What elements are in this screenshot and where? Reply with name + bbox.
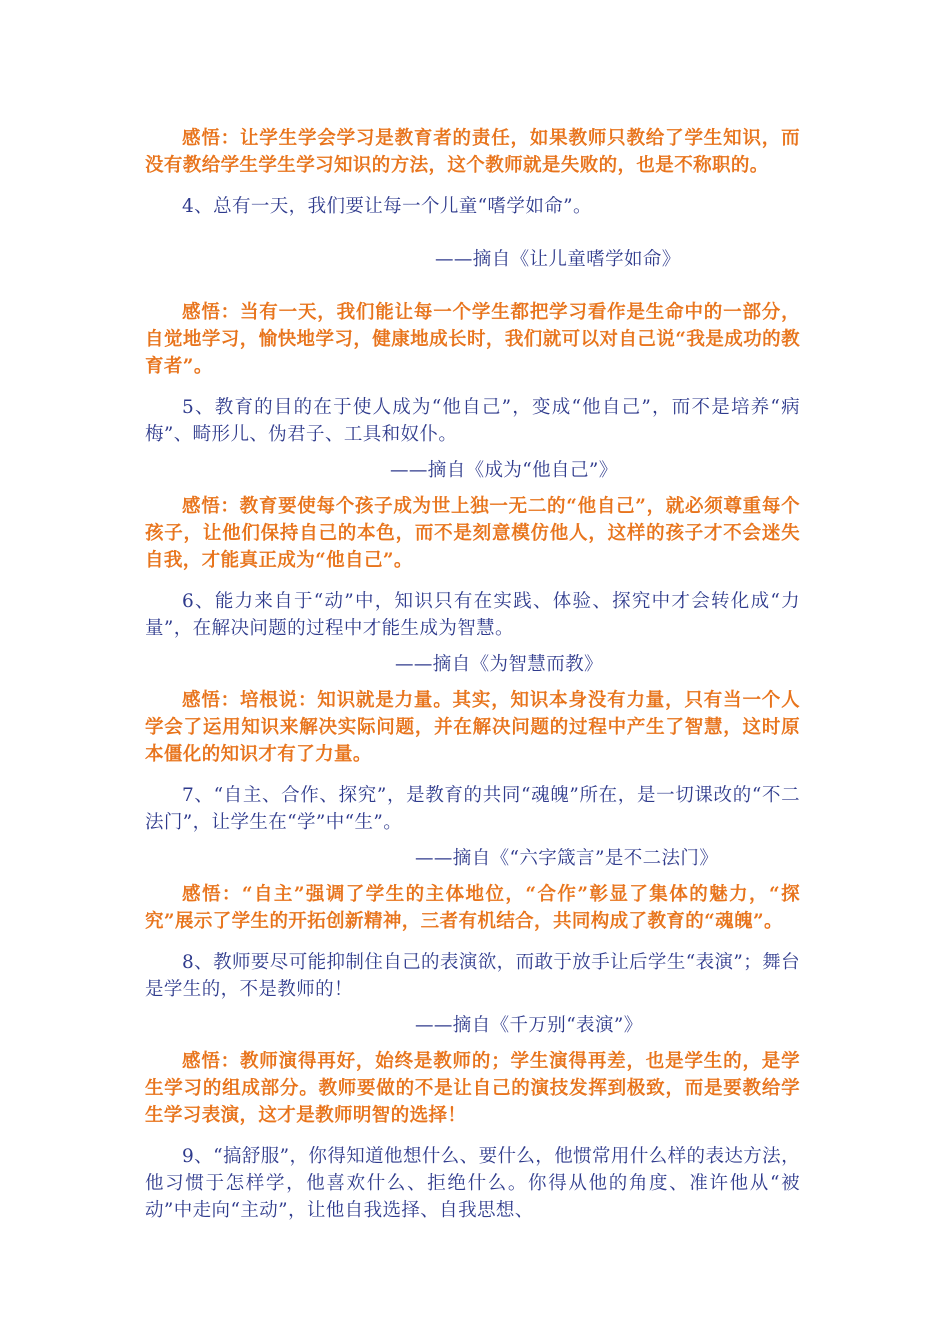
quote-paragraph: 4、总有一天，我们要让每一个儿童“嗜学如命”。 [182,196,592,217]
source-citation: ——摘自《成为“他自己”》 [390,460,618,481]
document-page [145,125,800,1224]
source-citation: ——摘自《为智慧而教》 [395,654,603,675]
reflection-paragraph: 感悟：当有一天，我们能让每一个学生都把学习看作是生命中的一部分，自觉地学习，愉快地学习，健康地成长时，我们就可以对自己说“我是成功的教育者”。 [145,302,800,377]
reflection-paragraph: 感悟：培根说：知识就是力量。其实，知识本身没有力量，只有当一个人学会了运用知识来解决实际问题，并在解决问题的过程中产生了智慧，这时原本僵化的知识才有了力量。 [145,690,800,765]
reflection-paragraph: 感悟：“自主”强调了学生的主体地位，“合作”彰显了集体的魅力，“探究”展示了学生的开拓创新精神，三者有机结合，共同构成了教育的“魂魄”。 [145,884,800,932]
reflection-paragraph: 感悟：让学生学会学习是教育者的责任，如果教师只教给了学生知识，而没有教给学生学生学习知识的方法，这个教师就是失败的，也是不称职的。 [145,128,800,176]
quote-paragraph: 9、“搞舒服”，你得知道他想什么、要什么，他惯常用什么样的表达方法，他习惯于怎样学，他喜欢什么、拒绝什么。你得从他的角度、准许他从“被动”中走向“主动”，让他自我选择、自我思想、 [145,1146,800,1221]
quote-paragraph: 6、能力来自于“动”中，知识只有在实践、体验、探究中才会转化成“力量”，在解决问题的过程中才能生成为智慧。 [145,591,800,639]
source-citation: ——摘自《让儿童嗜学如命》 [435,249,681,270]
quote-paragraph: 5、教育的目的在于使人成为“他自己”，变成“他自己”，而不是培养“病梅”、畸形儿、伪君子、工具和奴仆。 [145,397,800,445]
reflection-paragraph: 感悟：教育要使每个孩子成为世上独一无二的“他自己”，就必须尊重每个孩子，让他们保持自己的本色，而不是刻意模仿他人，这样的孩子才不会迷失自我，才能真正成为“他自己”。 [145,496,800,571]
source-citation: ——摘自《“六字箴言”是不二法门》 [415,848,719,869]
source-citation: ——摘自《千万别“表演”》 [415,1015,643,1036]
quote-paragraph: 8、教师要尽可能抑制住自己的表演欲，而敢于放手让后学生“表演”；舞台是学生的，不是教师的！ [145,952,800,1000]
quote-paragraph: 7、“自主、合作、探究”，是教育的共同“魂魄”所在，是一切课改的“不二法门”，让学生在“学”中“生”。 [145,785,800,833]
reflection-paragraph: 感悟：教师演得再好，始终是教师的；学生演得再差，也是学生的，是学生学习的组成部分。教师要做的不是让自己的演技发挥到极致，而是要教给学生学习表演，这才是教师明智的选择！ [145,1051,800,1126]
